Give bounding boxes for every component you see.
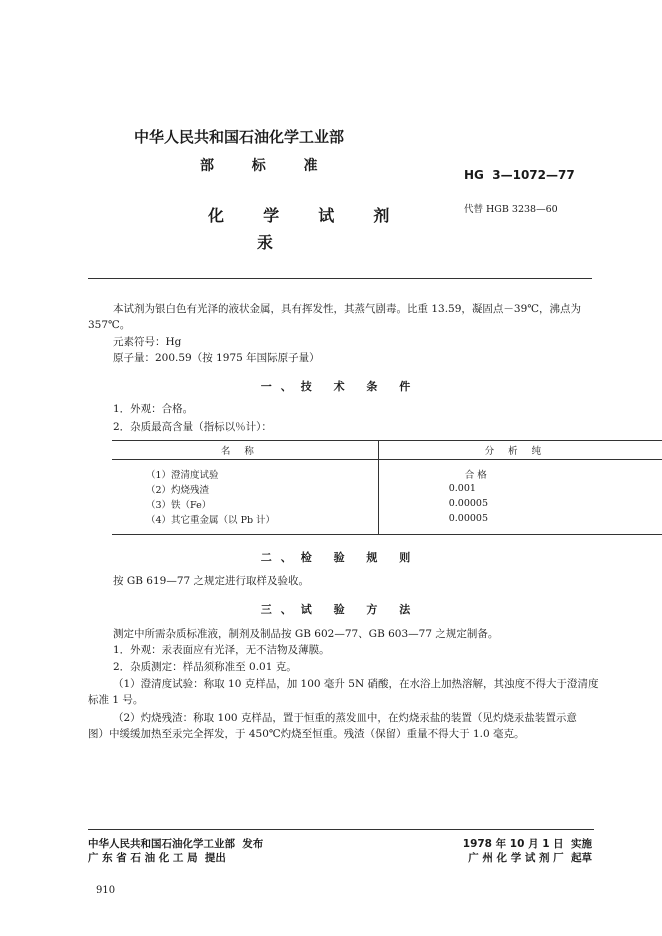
proposing-bureau: 广 东 省 石 油 化 工 局 提出 (88, 852, 226, 864)
page-number: 910 (96, 885, 116, 896)
footer-rule (88, 829, 594, 830)
section3-intro: 测定中所需杂质标准液，制剂及制品按 GB 602—77、GB 603—77 之规定制备。 (113, 628, 499, 640)
section3-title: 三、试 验 方 法 (260, 603, 420, 616)
row-name: （2）灼烧残渣 (146, 484, 210, 496)
column-header-grade: 分析纯 (378, 441, 662, 460)
table-row (112, 511, 662, 535)
row-name: （3）铁（Fe） (146, 499, 212, 511)
standard-type: 部 标 准 (200, 158, 318, 174)
section3-item1: 1．外观：汞表面应有光泽，无不洁物及薄膜。 (113, 644, 330, 656)
section2-title: 二、检 验 规 则 (260, 551, 420, 564)
row-value: 0.001 (378, 481, 662, 496)
section3-item2: 2．杂质测定：样品须称准至 0.01 克。 (113, 661, 297, 673)
row-name: （1）澄清度试验 (146, 469, 219, 481)
category-title: 化 学 试 剂 (208, 206, 390, 225)
section1-item2: 2．杂质最高含量（指标以％计）： (113, 421, 272, 433)
description-line1: 本试剂为银白色有光泽的液状金属，具有挥发性，其蒸气剧毒。比重 13.59，凝固点－39℃，沸点为 (113, 303, 582, 315)
description-line2: 357℃。 (88, 319, 131, 331)
ministry-title: 中华人民共和国石油化学工业部 (134, 128, 345, 146)
section1-title: 一、技 术 条 件 (260, 380, 420, 393)
replaces-note: 代替 HGB 3238—60 (464, 204, 558, 215)
clarity-test-line2: 标准 1 号。 (88, 694, 144, 706)
table-row (112, 481, 662, 496)
row-value: 0.00005 (378, 496, 662, 511)
effective-date: 1978 年 10 月 1 日 实施 (462, 838, 592, 850)
header-rule (88, 278, 592, 279)
issuing-ministry: 中华人民共和国石油化学工业部 发布 (88, 838, 264, 850)
standard-code: HG 3—1072—77 (464, 168, 575, 182)
section1-item1: 1．外观：合格。 (113, 403, 194, 415)
table-row (112, 460, 662, 482)
drafting-organization: 广 州 化 学 试 剂 厂 起草 (468, 852, 592, 864)
ignition-residue-line1: （2）灼烧残渣：称取 100 克样品，置于恒重的蒸发皿中，在灼烧汞盐的装置（见灼烧汞盐装置示意 (113, 712, 577, 724)
column-header-name: 名称 (112, 441, 378, 460)
row-value: 0.00005 (378, 511, 662, 535)
table-row (112, 496, 662, 511)
impurity-table (112, 440, 662, 535)
row-value: 合 格 (378, 460, 662, 482)
row-name: （4）其它重金属（以 Pb 计） (112, 511, 378, 535)
table-header-row (112, 441, 662, 460)
atomic-weight: 原子量：200.59（按 1975 年国际原子量） (113, 352, 320, 364)
element-symbol: 元素符号：Hg (113, 336, 182, 348)
ignition-residue-line2: 图）中缓缓加热至汞完全挥发，于 450℃灼烧至恒重。残渣（保留）重量不得大于 1.0 毫克。 (88, 728, 525, 740)
section2-text: 按 GB 619—77 之规定进行取样及验收。 (113, 575, 310, 587)
clarity-test-line1: （1）澄清度试验：称取 10 克样品，加 100 毫升 5N 硝酸，在水浴上加热溶解，其浊度不得大于澄清度 (113, 678, 599, 690)
product-title: 汞 (257, 233, 274, 252)
